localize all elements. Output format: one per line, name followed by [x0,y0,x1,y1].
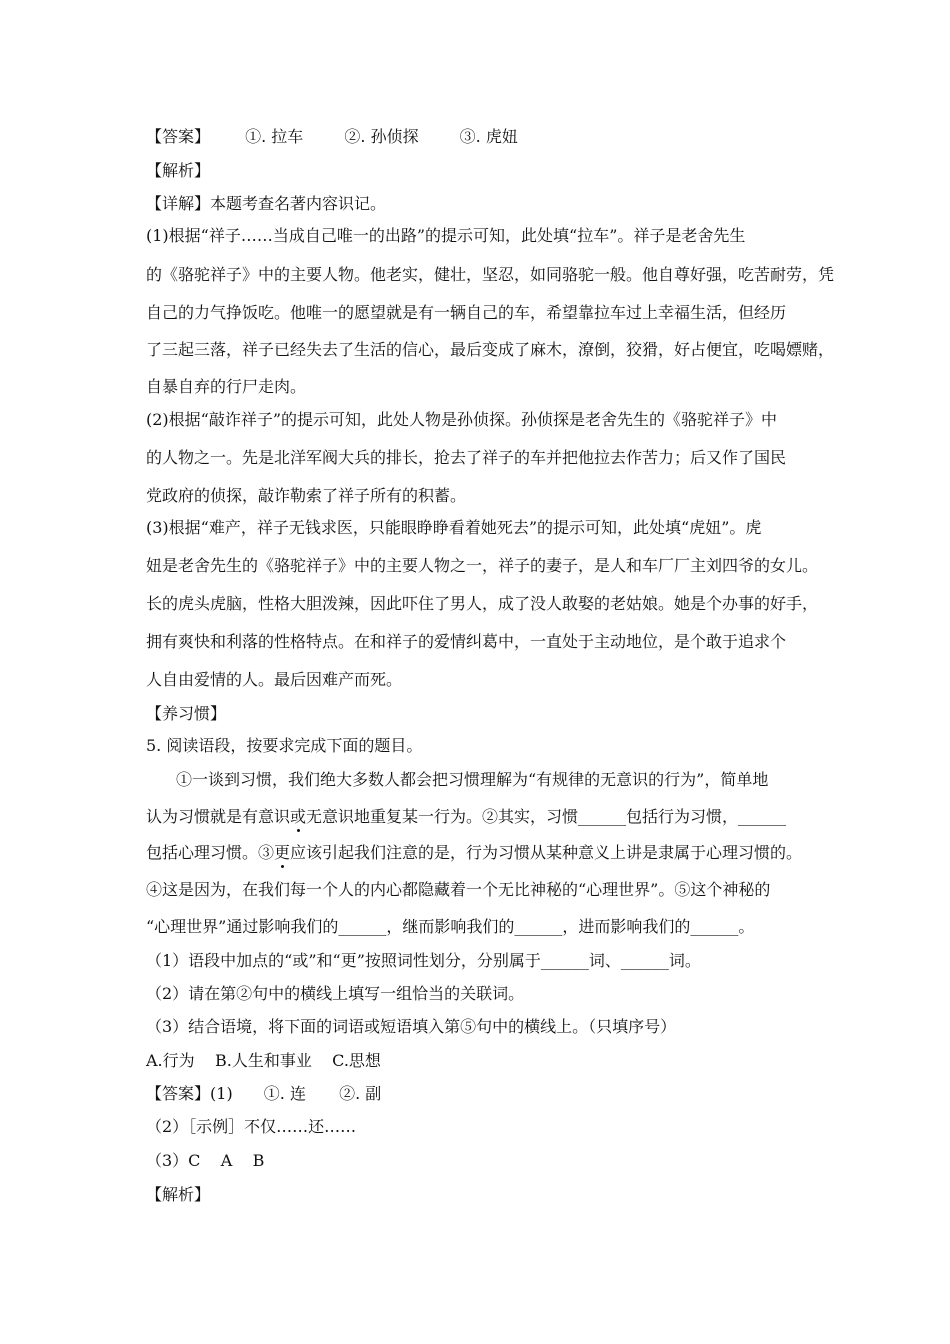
passage-text: 认为习惯就是有意识 [146,807,291,826]
answer-label: 【答案】 [146,1084,211,1103]
answer-item-2: ②. 孙侦探 [344,127,419,146]
answer-item-2: ②. 副 [339,1084,382,1103]
analysis-label: 【解析】 [146,161,211,180]
detail-p3-line: (3)根据“难产，祥子无钱求医，只能眼睁睁看着她死去”的提示可知，此处填“虎妞”。虎 [146,518,762,537]
q5-answer-line [146,1084,826,1104]
emphasis-dot-char: 或 [290,807,307,826]
detail-p1-line: 了三起三落，祥子已经失去了生活的信心，最后变成了麻木，潦倒，狡猾，好占便宜，吃喝嫖赌， [146,340,835,359]
passage-line [146,843,826,863]
passage-text: 无意识地重复某一行为。②其实，习惯______包括行为习惯，______ [306,807,787,826]
q4-answer-line [146,127,826,147]
passage-text: 包括心理习惯。③ [146,843,275,862]
detail-p1-line: 自暴自弃的行尸走肉。 [146,377,307,396]
detail-p2-line: 的人物之一。先是北洋军阀大兵的排长，抢去了祥子的车并把他拉去作苦力；后又作了国民 [146,448,787,467]
detail-p2-line: 党政府的侦探，敲诈勒索了祥子所有的积蓄。 [146,486,467,505]
options-line: A.行为 B.人生和事业 C.思想 [146,1051,381,1070]
answer-2: （2）［示例］不仅……还…… [146,1117,357,1136]
question-3: （3）结合语境，将下面的词语或短语填入第⑤句中的横线上。（只填序号） [146,1017,677,1036]
detail-p1-line: 的《骆驼祥子》中的主要人物。他老实，健壮，坚忍，如同骆驼一般。他自尊好强，吃苦耐劳，凭 [146,265,835,284]
section-title: 【养习惯】 [146,704,227,723]
answer-prefix: (1) [210,1084,233,1103]
detail-p3-line: 妞是老舍先生的《骆驼祥子》中的主要人物之一，祥子的妻子，是人和车厂厂主刘四爷的女儿。 [146,556,819,575]
answer-label: 【答案】 [146,127,211,146]
passage-line: ①一谈到习惯，我们绝大多数人都会把习惯理解为“有规律的无意识的行为”，简单地 [176,770,769,789]
passage-line: ④这是因为，在我们每一个人的内心都隐藏着一个无比神秘的“心理世界”。⑤这个神秘的 [146,880,771,899]
passage-text: 应该引起我们注意的是，行为习惯从某种意义上讲是隶属于心理习惯的。 [290,843,803,862]
detail-p3-line: 人自由爱情的人。最后因难产而死。 [146,670,403,689]
detail-p1-line: (1)根据“祥子……当成自己唯一的出路”的提示可知，此处填“拉车”。祥子是老舍先生 [146,226,746,245]
answer-3: （3）C A B [146,1151,265,1170]
answer-item-1: ①. 拉车 [245,127,304,146]
detail-p1-line: 自己的力气挣饭吃。他唯一的愿望就是有一辆自己的车，希望靠拉车过上幸福生活，但经历 [146,303,787,322]
detail-intro: 【详解】本题考查名著内容识记。 [146,194,387,213]
question-2: （2）请在第②句中的横线上填写一组恰当的关联词。 [146,984,525,1003]
detail-p3-line: 长的虎头虎脑，性格大胆泼辣，因此吓住了男人，成了没人敢娶的老姑娘。她是个办事的好手， [146,594,819,613]
question-1: （1）语段中加点的“或”和“更”按照词性划分，分别属于______词、______词。 [146,951,701,970]
q5-analysis-label: 【解析】 [146,1185,211,1204]
answer-item-1: ①. 连 [263,1084,306,1103]
detail-p3-line: 拥有爽快和利落的性格特点。在和祥子的爱情纠葛中，一直处于主动地位，是个敢于追求个 [146,632,787,651]
answer-item-3: ③. 虎妞 [459,127,518,146]
passage-line [146,807,826,827]
passage-line: “心理世界”通过影响我们的______，继而影响我们的______，进而影响我们的______。 [146,917,755,936]
emphasis-dot-char: 更 [274,843,291,862]
detail-p2-line: (2)根据“敲诈祥子”的提示可知，此处人物是孙侦探。孙侦探是老舍先生的《骆驼祥子》中 [146,410,778,429]
q5-stem: 5. 阅读语段，按要求完成下面的题目。 [146,736,423,755]
